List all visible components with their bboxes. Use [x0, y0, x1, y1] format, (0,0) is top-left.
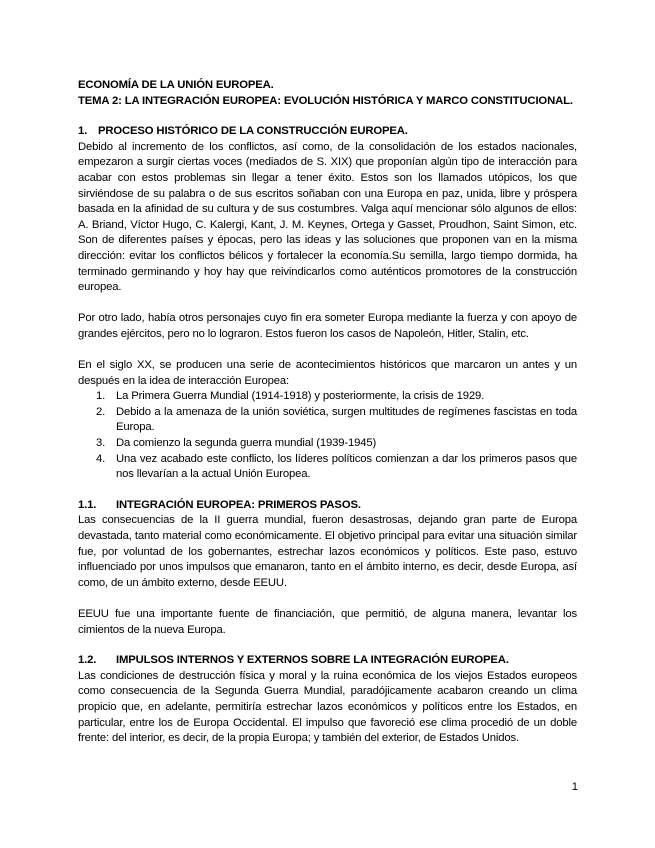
section-1-paragraph-2: Por otro lado, había otros personajes cuyo fin era someter Europa mediante la fuerza y con apoyo de grandes ejércitos, pero no lo lograron. Estos fueron los casos de Napoleón, Hitler, Stalin, etc.: [78, 312, 577, 340]
document-body: [78, 78, 577, 747]
section-1-heading: [78, 124, 577, 140]
section-1-1-paragraph-1: Las consecuencias de la II guerra mundial, fueron desastrosas, dejando gran parte de Europa devastada, tanto material como económicamente. El objetivo principal para evitar una situación similar fue, por voluntad de los gobernantes, estrechar lazos económicos y políticos. Este paso, estuvo influenciado por unos impulsos que emanaron, tanto en el ámbito interno, es decir, desde Europa, así como, de un ámbito externo, desde EEUU.: [78, 514, 577, 589]
section-1-2-heading: [78, 653, 577, 669]
document-title-line-1: ECONOMÍA DE LA UNIÓN EUROPEA.: [78, 79, 274, 91]
list-item-number: 1.: [96, 390, 106, 403]
page-number: 1: [571, 781, 578, 793]
section-1-title: PROCESO HISTÓRICO DE LA CONSTRUCCIÓN EUROPEA.: [98, 125, 408, 138]
list-item: [78, 405, 577, 436]
list-item-number: 2.: [96, 405, 106, 418]
section-1-2-paragraph-1: Las condiciones de destrucción física y moral y la ruina económica de los viejos Estados europeos como consecuencia de la Segunda Guerra Mundial, paradójicamente acabaron creando un clima propicio que, en adelante, permitiría estrechar lazos económicos y políticos entre los Estados, en particular, entre los de Europa Occidental. El impulso que favoreció ese clima procedió de un doble frente: del interior, es decir, de la propia Europa; y también del exterior, de Estados Unidos.: [78, 669, 577, 745]
list-item-text: Debido a la amenaza de la unión soviética, surgen multitudes de regímenes fascistas en toda Europa.: [116, 405, 577, 434]
section-1-1-heading: [78, 498, 577, 514]
list-item-number: 3.: [96, 437, 106, 450]
list-item: [78, 389, 577, 405]
events-list: [78, 389, 577, 483]
list-item-number: 4.: [96, 452, 106, 465]
section-1-1-number: 1.1.: [78, 498, 97, 511]
section-1-number: 1.: [78, 125, 88, 138]
section-1-paragraph-1: Debido al incremento de los conflictos, así como, de la consolidación de los estados nacionales, empezaron a surgir ciertas voces (mediados de S. XIX) que proponían algún tipo de interacción para acabar con estos problemas sin llegar a tener éxito. Estos son los llamados utópicos, los que sirviéndose de su palabra o de sus escritos soñaban con una Europa en paz, unida, libre y próspera basada en la afinidad de su cultura y de sus costumbres. Valga aquí mencionar sólo algunos de ellos: A. Briand, Víctor Hugo, C. Kalergi, Kant, J. M. Keynes, Ortega y Gasset, Proudhon, Saint Simon, etc. Son de diferentes países y épocas, pero las ideas y las soluciones que proponen van en la misma dirección: evitar los conflictos bélicos y fortalecer la economía.Su semilla, largo tiempo dormida, ha terminado germinando y hoy hay que reivindicarlos como auténticos promotores de la construcción europea.: [78, 140, 577, 294]
document-title-line-2: TEMA 2: LA INTEGRACIÓN EUROPEA: EVOLUCIÓN HISTÓRICA Y MARCO CONSTITUCIONAL.: [78, 94, 573, 107]
list-item-text: Una vez acabado este conflicto, los líderes políticos comienzan a dar los primeros pasos que nos llevarían a la actual Unión Europea.: [116, 452, 577, 481]
section-1-1-paragraph-2: EEUU fue una importante fuente de financiación, que permitió, de alguna manera, levantar los cimientos de la nueva Europa.: [78, 608, 577, 636]
section-1-paragraph-3: En el siglo XX, se producen una serie de acontecimientos históricos que marcaron un antes y un después en la idea de interacción Europea:: [78, 359, 577, 387]
list-item: [78, 452, 577, 483]
list-item: [78, 436, 577, 452]
list-item-text: La Primera Guerra Mundial (1914-1918) y posteriormente, la crisis de 1929.: [116, 390, 485, 403]
list-item-text: Da comienzo la segunda guerra mundial (1939-1945): [116, 437, 377, 450]
section-1-2-title: IMPULSOS INTERNOS Y EXTERNOS SOBRE LA INTEGRACIÓN EUROPEA.: [116, 654, 509, 667]
section-1-2-number: 1.2.: [78, 654, 97, 667]
section-1-1-title: INTEGRACIÓN EUROPEA: PRIMEROS PASOS.: [116, 498, 361, 511]
